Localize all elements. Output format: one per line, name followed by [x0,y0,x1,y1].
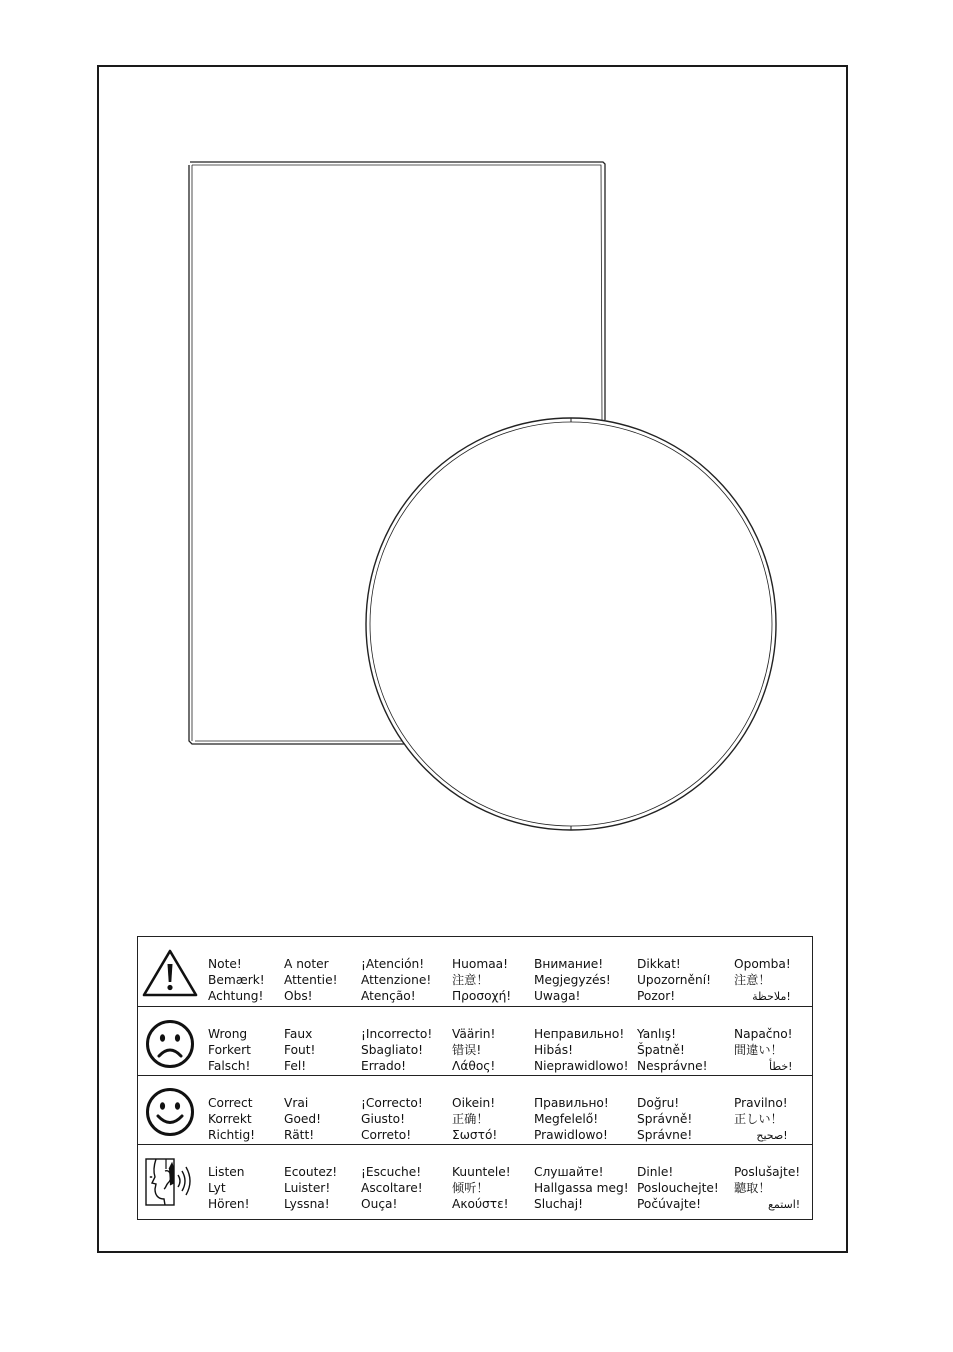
legend-cell: Listen Lyt Hören! [208,1165,250,1211]
legend-cell: ¡Atención! Attenzione! Atenção! [361,957,432,1003]
legend-cell: A noter Attentie! Obs! [284,957,338,1003]
legend-cell: Väärin! 错误! Λάθος! [452,1027,496,1073]
legend-cell: Doğru! Správně! Správne! [637,1096,693,1142]
legend-row-wrong [138,1006,812,1076]
happy-face-icon [142,1086,198,1138]
legend-cell: Oikein! 正确！ Σωστό! [452,1096,498,1142]
legend-cell: Faux Fout! Fel! [284,1027,316,1073]
legend-cell: ¡Correcto! Giusto! Correto! [361,1096,423,1142]
legend-cell: Huomaa! 注意！ Προσοχή! [452,957,512,1003]
legend-cell: Слушайте! Hallgassa meg! Sluchaj! [534,1165,629,1211]
legend-cell: Pravilno! 正しい！ !صحيح [734,1096,788,1142]
legend-cell: Wrong Forkert Falsch! [208,1027,251,1073]
symbol-legend-table [137,936,813,1220]
legend-cell: Ecoutez! Luister! Lyssna! [284,1165,338,1211]
legend-cell: Dikkat! Upozornění! Pozor! [637,957,711,1003]
legend-cell: Poslušajte! 聽取！ !استمع [734,1165,801,1211]
legend-cell: Dinle! Poslouchejte! Počúvajte! [637,1165,719,1211]
legend-cell: Correct Korrekt Richtig! [208,1096,256,1142]
warning-triangle-icon [142,947,198,999]
legend-cell: Note! Bemærk! Achtung! [208,957,265,1003]
legend-row-note [138,937,812,1006]
legend-cell: Vrai Goed! Rätt! [284,1096,322,1142]
legend-cell: Kuuntele! 倾听！ Ακούστε! [452,1165,511,1211]
legend-cell: Napačno! 間違い！ !خطأ [734,1027,793,1073]
legend-cell: ¡Incorrecto! Sbagliato! Errado! [361,1027,433,1073]
legend-cell: Правильно! Megfelelő! Prawidlowo! [534,1096,609,1142]
legend-cell: Неправильно! Hibás! Nieprawidlowo! [534,1027,629,1073]
legend-row-correct [138,1075,812,1145]
legend-cell: ¡Escuche! Ascoltare! Ouça! [361,1165,423,1211]
sad-face-icon [142,1017,198,1069]
legend-cell: Opomba! 注意！ !ملاحظة [734,957,791,1003]
round-mirror-outline [366,418,776,830]
legend-cell: Внимание! Megjegyzés! Uwaga! [534,957,611,1003]
legend-cell: Yanlış! Špatně! Nesprávne! [637,1027,708,1073]
listening-person-icon [142,1155,198,1207]
legend-row-listen [138,1144,812,1214]
